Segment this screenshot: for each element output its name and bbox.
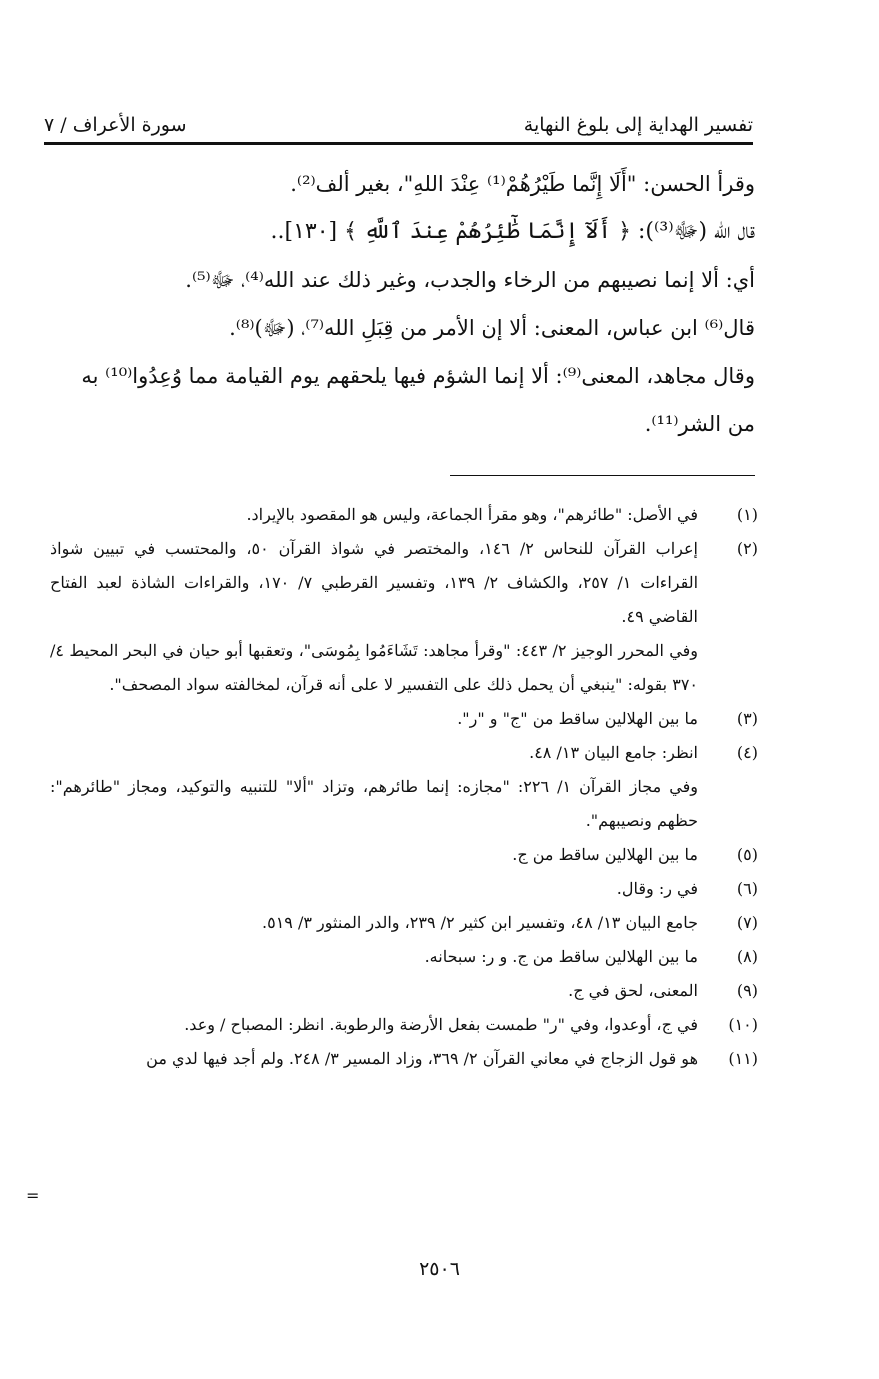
footnote-number: (١) — [736, 505, 758, 524]
main-line: وقال مجاهد، المعنى⁽⁹⁾: ألا إنما الشؤم فيها يلحقهم يوم القيامة مما وُعِدُوا⁽¹⁰⁾ به — [81, 364, 755, 388]
footnote-number: (٨) — [736, 947, 758, 966]
quran-verse-line: قال الله (ﷻ⁽³⁾): ﴿ أَلَآ إِنَّمَا طَٰٓئِرُهُمْ عِندَ ٱللَّهِ ﴾ [١٣٠].. — [270, 219, 755, 244]
footnote-2 — [50, 532, 758, 634]
footnote-10 — [50, 1008, 758, 1042]
footnote-5 — [50, 838, 758, 872]
footnote-number: (١١) — [728, 1049, 758, 1068]
footnote-number: (٩) — [736, 981, 758, 1000]
main-line: أي: ألا إنما نصيبهم من الرخاء والجدب، وغير ذلك عند الله⁽⁴⁾، ﷻ⁽⁵⁾. — [185, 268, 755, 292]
footnotes — [50, 498, 758, 1076]
main-line: قال⁽⁶⁾ ابن عباس، المعنى: ألا إن الأمر من قِبَلِ الله⁽⁷⁾، (ﷻ)⁽⁸⁾. — [229, 316, 755, 340]
footnote-text: إعراب القرآن للنحاس ٢/ ١٤٦، والمختصر في شواذ القرآن ٥٠، والمحتسب في تبيين شواذ القراءات ١/ ٢٥٧، والكشاف ٢/ ١٣٩، وتفسير القرطبي ٧/ ١٧٠، والقراءات الشاذة لعبد الفتاح القاضي ٤٩. — [50, 539, 699, 626]
footnote-6 — [50, 872, 758, 906]
main-line: وقرأ الحسن: "أَلَا إِنَّما طَيْرُهُمْ⁽¹⁾ عِنْدَ اللهِ"، بغير ألف⁽²⁾. — [290, 172, 755, 196]
footnote-number: (٦) — [736, 879, 758, 898]
footnote-2-continuation: وفي المحرر الوجيز ٢/ ٤٤٣: "وقرأ مجاهد: تَشَاءَمُوا بِمُوسَى"، وتعقبها أبو حيان في البحر المحيط ٤/ ٣٧٠ بقوله: "ينبغي أن يحمل ذلك على التفسير لا على أنه قرآن، لمخالفته سواد المصحف". — [50, 641, 699, 694]
book-title: تفسير الهداية إلى بلوغ النهاية — [523, 114, 753, 136]
footnote-separator — [450, 475, 755, 476]
header-rule — [44, 142, 753, 145]
footnote-7 — [50, 906, 758, 940]
footnote-number: (٧) — [736, 913, 758, 932]
footnote-number: (٤) — [736, 743, 758, 762]
surah-info: سورة الأعراف / ٧ — [44, 114, 187, 136]
footnote-4 — [50, 736, 758, 770]
footnote-text: في ر: وقال. — [616, 879, 698, 898]
footnote-number: (٥) — [736, 845, 758, 864]
running-header — [44, 92, 753, 136]
footnote-text: جامع البيان ١٣/ ٤٨، وتفسير ابن كثير ٢/ ٢٣٩، والدر المنثور ٣/ ٥١٩. — [262, 913, 698, 932]
footnote-number: (١٠) — [728, 1015, 758, 1034]
footnote-text: ما بين الهلالين ساقط من "ج" و "ر". — [457, 709, 698, 728]
main-line: من الشر⁽¹¹⁾. — [644, 412, 755, 436]
footnote-text: انظر: جامع البيان ١٣/ ٤٨. — [529, 743, 698, 762]
footnote-number: (٢) — [736, 539, 758, 558]
footnote-4-continuation: وفي مجاز القرآن ١/ ٢٢٦: "مجازه: إنما طائرهم، وتزاد "ألا" للتنبيه والتوكيد، ومجاز "طائرهم": حظهم ونصيبهم". — [50, 777, 698, 830]
footnote-3 — [50, 702, 758, 736]
main-text — [40, 160, 755, 448]
page-number: ٢٥٠٦ — [419, 1258, 460, 1280]
footnote-11 — [50, 1042, 758, 1076]
footnote-9 — [50, 974, 758, 1008]
continuation-mark: = — [26, 1186, 40, 1205]
footnote-text: هو قول الزجاج في معاني القرآن ٢/ ٣٦٩، وزاد المسير ٣/ ٢٤٨. ولم أجد فيها لدي من — [146, 1049, 698, 1068]
footnote-text: ما بين الهلالين ساقط من ج. — [512, 845, 698, 864]
footnote-text: في ج، أوعدوا، وفي "ر" طمست بفعل الأرضة والرطوبة. انظر: المصباح / وعد. — [184, 1015, 698, 1034]
footnote-8 — [50, 940, 758, 974]
footnote-number: (٣) — [736, 709, 758, 728]
footnote-text: في الأصل: "طائرهم"، وهو مقرأ الجماعة، وليس هو المقصود بالإيراد. — [246, 505, 698, 524]
footnote-text: المعنى، لحق في ج. — [568, 981, 698, 1000]
footnote-text: ما بين الهلالين ساقط من ج. و ر: سبحانه. — [424, 947, 698, 966]
footnote-1 — [50, 498, 758, 532]
